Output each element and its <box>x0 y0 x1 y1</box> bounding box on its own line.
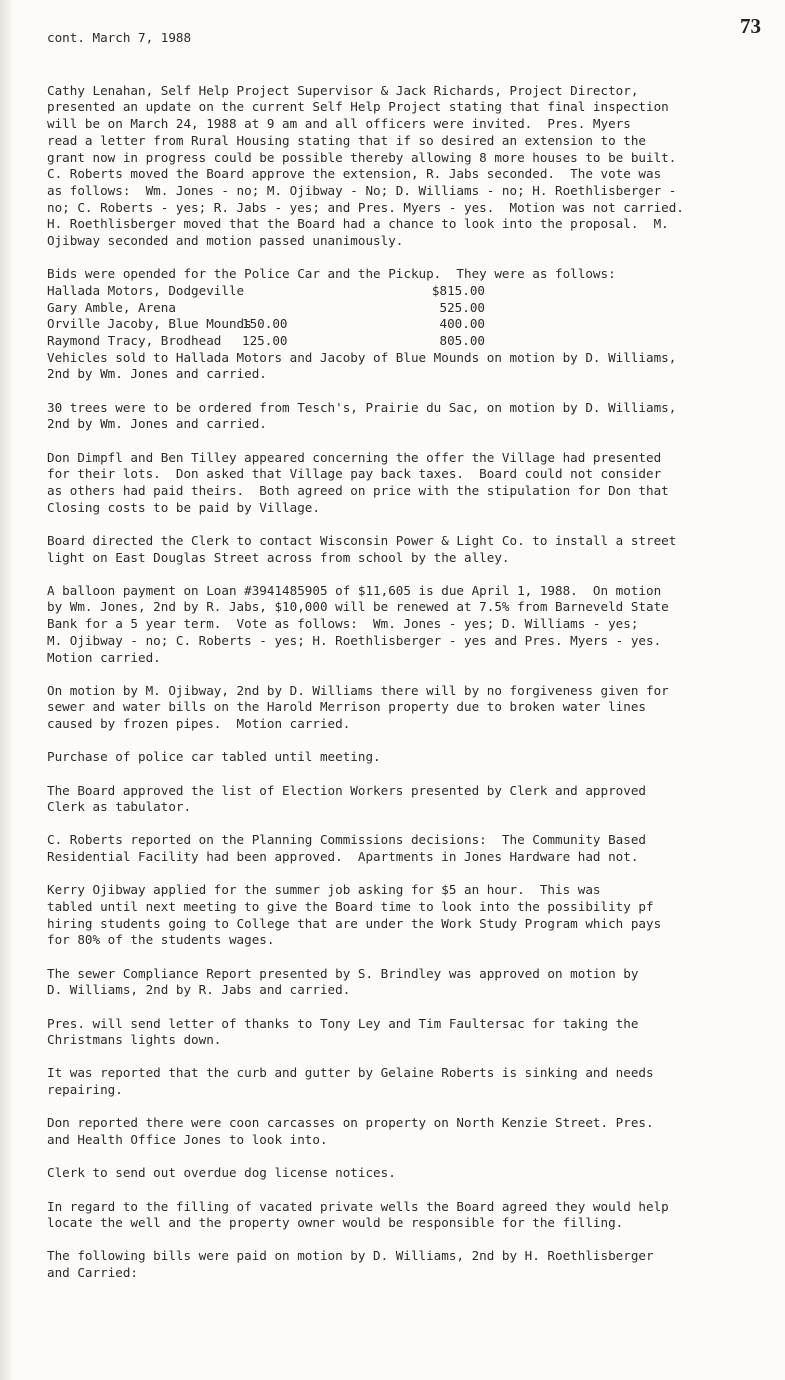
page-binding-edge <box>0 0 14 1380</box>
paragraph-bills-paid: The following bills were paid on motion by D. Williams, 2nd by H. Roethlisberger and Carried: <box>47 1248 654 1281</box>
paragraph-street-light: Board directed the Clerk to contact Wisconsin Power & Light Co. to install a street light on East Douglas Street across from school by the alley. <box>47 532 677 565</box>
bid-row <box>47 283 767 300</box>
paragraph-curb-gutter: It was reported that the curb and gutter by Gelaine Roberts is sinking and needs repairing. <box>47 1065 654 1098</box>
paragraph-sewer-water-bills: On motion by M. Ojibway, 2nd by D. Williams there will by no forgiveness given for sewer and water bills on the Harold Merrison property due to broken water lines caused by frozen pipes. Motion carried. <box>47 682 669 732</box>
bid-police-car: $815.00 <box>431 282 485 298</box>
bid-pickup: 150.00 <box>242 316 288 332</box>
continuation-header: cont. March 7, 1988 <box>47 30 192 45</box>
paragraph-lots-offer: Don Dimpfl and Ben Tilley appeared concerning the offer the Village had presented for their lots. Don asked that Village pay back taxes. Board could not consider as others had paid theirs. Both agreed on price with the stipulation for Don that Closing costs to be paid by Village. <box>47 449 669 515</box>
paragraph-private-wells: In regard to the filling of vacated private wells the Board agreed they would help locate the well and the property owner would be responsible for the filling. <box>47 1198 669 1231</box>
bids-intro: Bids were opended for the Police Car and the Pickup. They were as follows: <box>47 266 616 282</box>
paragraph-trees: 30 trees were to be ordered from Tesch's, Prairie du Sac, on motion by D. Williams, 2nd by Wm. Jones and carried. <box>47 399 677 432</box>
bid-police-car: 805.00 <box>439 333 485 348</box>
paragraph-coon-carcasses: Don reported there were coon carcasses on property on North Kenzie Street. Pres. and Health Office Jones to look into. <box>47 1115 654 1148</box>
paragraph-planning-commission: C. Roberts reported on the Planning Commissions decisions: The Community Based Residential Facility had been approved. Apartments in Jones Hardware had not. <box>47 832 646 865</box>
paragraph-summer-job: Kerry Ojibway applied for the summer job asking for $5 an hour. This was tabled until next meeting to give the Board time to look into the possibility pf hiring students going to College that are under the Work Study Program which pays for 80% of the students wages. <box>47 882 662 948</box>
bids-section <box>47 266 767 383</box>
page-number: 73 <box>740 14 761 38</box>
bidder-name: Raymond Tracy, Brodhead <box>47 333 222 348</box>
paragraph-balloon-payment: A balloon payment on Loan #3941485905 of $11,605 is due April 1, 1988. On motion by Wm. Jones, 2nd by R. Jabs, $10,000 will be renewed at 7.5% from Barneveld State Bank for a 5 year term. Vote as follows: Wm. Jones - yes; D. Williams - yes; M. Ojibway - no; C. Roberts - yes; H. Roethlisberger - yes and Pres. Myers - yes. Motion carried. <box>47 582 669 665</box>
bid-police-car: 400.00 <box>439 316 485 332</box>
paragraph-dog-license: Clerk to send out overdue dog license notices. <box>47 1165 396 1181</box>
document-page <box>47 30 767 1298</box>
bid-row <box>47 333 767 350</box>
paragraph-self-help-project: Cathy Lenahan, Self Help Project Supervisor & Jack Richards, Project Director, presented an update on the current Self Help Project stating that final inspection will be on March 24, 1988 at 9 am and all officers were invited. Pres. Myers read a letter from Rural Housing stating that if so desired an extension to the grant now in progress could be possible thereby allowing 8 more houses to be built. C. Roberts moved the Board approve the extension, R. Jabs seconded. The vote was as follows: Wm. Jones - no; M. Ojibway - No; D. Williams - no; H. Roethlisberger - no; C. Roberts - yes; R. Jabs - yes; and Pres. Myers - yes. Motion was not carried. H. Roethlisberger moved that the Board had a chance to look into the proposal. M. Ojibway seconded and motion passed unanimously. <box>47 82 684 249</box>
paragraph-sewer-compliance: The sewer Compliance Report presented by S. Brindley was approved on motion by D. Williams, 2nd by R. Jabs and carried. <box>47 965 639 998</box>
paragraph-police-car-tabled: Purchase of police car tabled until meeting. <box>47 749 381 765</box>
bidder-name: Orville Jacoby, Blue Mounds <box>47 316 252 332</box>
bidder-name: Hallada Motors, Dodgeville <box>47 282 245 298</box>
bid-row <box>47 316 767 333</box>
bid-police-car: 525.00 <box>439 299 485 315</box>
bids-closing: Vehicles sold to Hallada Motors and Jacoby of Blue Mounds on motion by D. Williams, 2nd by Wm. Jones and carried. <box>47 349 677 382</box>
bidder-name: Gary Amble, Arena <box>47 299 176 315</box>
bid-pickup: 125.00 <box>242 333 288 348</box>
bid-row <box>47 300 767 317</box>
paragraph-election-workers: The Board approved the list of Election Workers presented by Clerk and approved Clerk as tabulator. <box>47 782 646 815</box>
paragraph-thanks-letter: Pres. will send letter of thanks to Tony Ley and Tim Faultersac for taking the Christmans lights down. <box>47 1015 639 1048</box>
